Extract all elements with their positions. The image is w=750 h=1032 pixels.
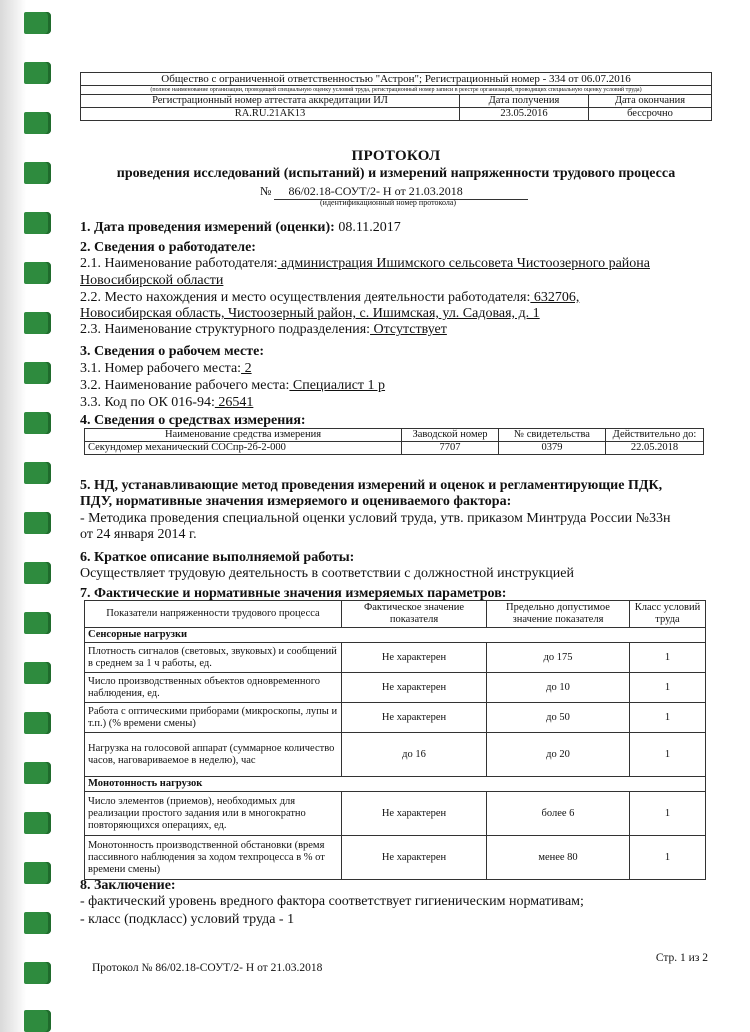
work-class: 1: [630, 703, 706, 733]
ok-code-label: 3.3. Код по ОК 016-94:: [80, 395, 215, 410]
subdivision-label: 2.3. Наименование структурного подразделения:: [80, 322, 371, 337]
received-date: 23.05.2016: [460, 108, 589, 121]
workplace-number-label: 3.1. Номер рабочего места:: [80, 361, 242, 376]
indicator-name: Монотонность производственной обстановки (время пассивного наблюдения за ходом техпроцесса в % от времени смены): [85, 836, 342, 880]
table-header-cell: Класс условий труда: [630, 601, 706, 628]
measurement-date: 08.11.2017: [334, 220, 401, 235]
expiry-date: бессрочно: [589, 108, 712, 121]
protocol-number: 86/02.18-СОУТ/2- Н от 21.03.2018: [274, 184, 528, 200]
table-header-cell: Фактическое значение показателя: [342, 601, 487, 628]
footer-protocol-number: Протокол № 86/02.18-СОУТ/2- Н от 21.03.2018: [92, 962, 323, 974]
table-header-row: [85, 601, 706, 628]
indicator-name: Работа с оптическими приборами (микроскопы, лупы и т.п.) (% времени смены): [85, 703, 342, 733]
employer-postcode: 632706,: [530, 290, 580, 305]
valid-until: 22.05.2018: [606, 442, 704, 455]
binding-ring: [24, 662, 51, 684]
subdivision-line: [80, 322, 447, 338]
accreditation-number: RA.RU.21AK13: [81, 108, 460, 121]
workplace-number: 2: [241, 361, 252, 376]
binding-ring: [24, 162, 51, 184]
employer-address: Новосибирская область, Чистоозерный район, с. Ишимская, ул. Садовая, д. 1: [80, 306, 540, 321]
work-class: 1: [630, 643, 706, 673]
section-5-heading: 5. НД, устанавливающие метод проведения измерений и оценок и регламентирующие ПДК,: [80, 478, 663, 493]
organization-header-table: [80, 72, 712, 121]
page-title: ПРОТОКОЛ: [351, 148, 441, 164]
workplace-name-label: 3.2. Наименование рабочего места:: [80, 378, 290, 393]
employer-name-line: [80, 256, 650, 272]
table-row: [85, 442, 704, 455]
actual-value: Не характерен: [342, 673, 487, 703]
binding-ring: [24, 812, 51, 834]
table-section-row: [85, 777, 706, 792]
allowed-value: более 6: [487, 792, 630, 836]
allowed-value: до 50: [487, 703, 630, 733]
certificate-number: 0379: [499, 442, 606, 455]
table-row: [85, 792, 706, 836]
methodology-text-cont: от 24 января 2014 г.: [80, 527, 197, 542]
work-class: 1: [630, 792, 706, 836]
binding-ring: [24, 712, 51, 734]
allowed-value: до 10: [487, 673, 630, 703]
binding-ring: [24, 912, 51, 934]
workplace-name: Специалист 1 р: [289, 378, 386, 393]
binding-ring: [24, 12, 51, 34]
section-4-heading: 4. Сведения о средствах измерения:: [80, 413, 306, 428]
parameters-table: [84, 600, 706, 880]
instrument-name: Секундомер механический СОСпр-2б-2-000: [85, 442, 402, 455]
table-header-cell: Действительно до:: [606, 429, 704, 442]
actual-value: до 16: [342, 733, 487, 777]
table-header-cell: № свидетельства: [499, 429, 606, 442]
binding-ring: [24, 62, 51, 84]
page-subtitle: проведения исследований (испытаний) и измерений напряженности трудового процесса: [116, 166, 676, 181]
table-row: [85, 836, 706, 880]
received-date-label: Дата получения: [460, 95, 589, 108]
table-row: [85, 733, 706, 777]
binding-ring: [24, 562, 51, 584]
actual-value: Не характерен: [342, 703, 487, 733]
organization-name: Общество с ограниченной ответственностью "Астрон"; Регистрационный номер - 334 от 06.07.2016: [81, 73, 712, 86]
binding-ring: [24, 212, 51, 234]
allowed-value: до 175: [487, 643, 630, 673]
organization-caption: (полное наименование организации, проводящей специальную оценку условий труда, регистрационный номер записи в реестре организаций, проводящих специальную оценку условий труда): [81, 86, 712, 95]
table-row: [85, 673, 706, 703]
binding-ring: [24, 262, 51, 284]
binding-ring: [24, 612, 51, 634]
employer-address-line: [80, 290, 579, 306]
employer-name-label: 2.1. Наименование работодателя:: [80, 256, 278, 271]
work-class: 1: [630, 673, 706, 703]
work-class: 1: [630, 733, 706, 777]
section-5-heading-cont: ПДУ, нормативные значения измеряемого и оцениваемого фактора:: [80, 494, 512, 509]
binding-ring: [24, 362, 51, 384]
section-7-heading: 7. Фактические и нормативные значения измеряемых параметров:: [80, 586, 507, 601]
work-description: Осуществляет трудовую деятельность в соответствии с должностной инструкцией: [80, 566, 574, 581]
subdivision-value: Отсутствует: [370, 322, 447, 337]
employer-name-cont: Новосибирской области: [80, 273, 224, 288]
section-monotony: Монотонность нагрузок: [85, 777, 706, 792]
table-row: [85, 643, 706, 673]
table-header-cell: Предельно допустимое значение показателя: [487, 601, 630, 628]
table-header-cell: Наименование средства измерения: [85, 429, 402, 442]
section-3-heading: 3. Сведения о рабочем месте:: [80, 344, 264, 359]
number-sign: №: [260, 184, 272, 198]
allowed-value: до 20: [487, 733, 630, 777]
binding-edge: [0, 0, 26, 1032]
section-8-heading: 8. Заключение:: [80, 878, 176, 893]
table-header-cell: Показатели напряженности трудового процесса: [85, 601, 342, 628]
binding-ring: [24, 1010, 51, 1032]
section-1-label: 1. Дата проведения измерений (оценки):: [80, 220, 335, 235]
allowed-value: менее 80: [487, 836, 630, 880]
section-1: [80, 220, 401, 236]
table-section-row: [85, 628, 706, 643]
binding-ring: [24, 962, 51, 984]
table-header-cell: Заводской номер: [402, 429, 499, 442]
accreditation-label: Регистрационный номер аттестата аккредитации ИЛ: [81, 95, 460, 108]
workplace-number-line: [80, 361, 252, 377]
binding-ring: [24, 312, 51, 334]
indicator-name: Число производственных объектов одновременного наблюдения, ед.: [85, 673, 342, 703]
binding-ring: [24, 762, 51, 784]
actual-value: Не характерен: [342, 836, 487, 880]
ok-code-line: [80, 395, 253, 411]
actual-value: Не характерен: [342, 643, 487, 673]
indicator-name: Нагрузка на голосовой аппарат (суммарное количество часов, наговариваемое в неделю), час: [85, 733, 342, 777]
actual-value: Не характерен: [342, 792, 487, 836]
employer-name: администрация Ишимского сельсовета Чистоозерного района: [277, 256, 650, 271]
protocol-number-caption: (идентификационный номер протокола): [320, 198, 457, 207]
binding-ring: [24, 112, 51, 134]
serial-number: 7707: [402, 442, 499, 455]
work-class: 1: [630, 836, 706, 880]
conclusion-line-2: - класс (подкласс) условий труда - 1: [80, 912, 295, 927]
employer-address-label: 2.2. Место нахождения и место осуществления деятельности работодателя:: [80, 290, 531, 305]
section-6-heading: 6. Краткое описание выполняемой работы:: [80, 550, 355, 565]
instruments-table: [84, 428, 704, 455]
indicator-name: Плотность сигналов (световых, звуковых) и сообщений в среднем за 1 ч работы, ед.: [85, 643, 342, 673]
expiry-date-label: Дата окончания: [589, 95, 712, 108]
section-sensory-loads: Сенсорные нагрузки: [85, 628, 706, 643]
methodology-text: - Методика проведения специальной оценки условий труда, утв. приказом Минтруда России №33н: [80, 511, 671, 526]
table-row: [85, 703, 706, 733]
binding-ring: [24, 412, 51, 434]
section-2-heading: 2. Сведения о работодателе:: [80, 240, 256, 255]
binding-ring: [24, 512, 51, 534]
indicator-name: Число элементов (приемов), необходимых для реализации простого задания или в многократно повторяющихся операциях, ед.: [85, 792, 342, 836]
conclusion-line-1: - фактический уровень вредного фактора соответствует гигиеническим нормативам;: [80, 894, 584, 909]
binding-ring: [24, 862, 51, 884]
table-header-row: [85, 429, 704, 442]
page-number: Стр. 1 из 2: [655, 952, 708, 964]
binding-ring: [24, 462, 51, 484]
ok-code: 26541: [214, 395, 254, 410]
workplace-name-line: [80, 378, 385, 394]
